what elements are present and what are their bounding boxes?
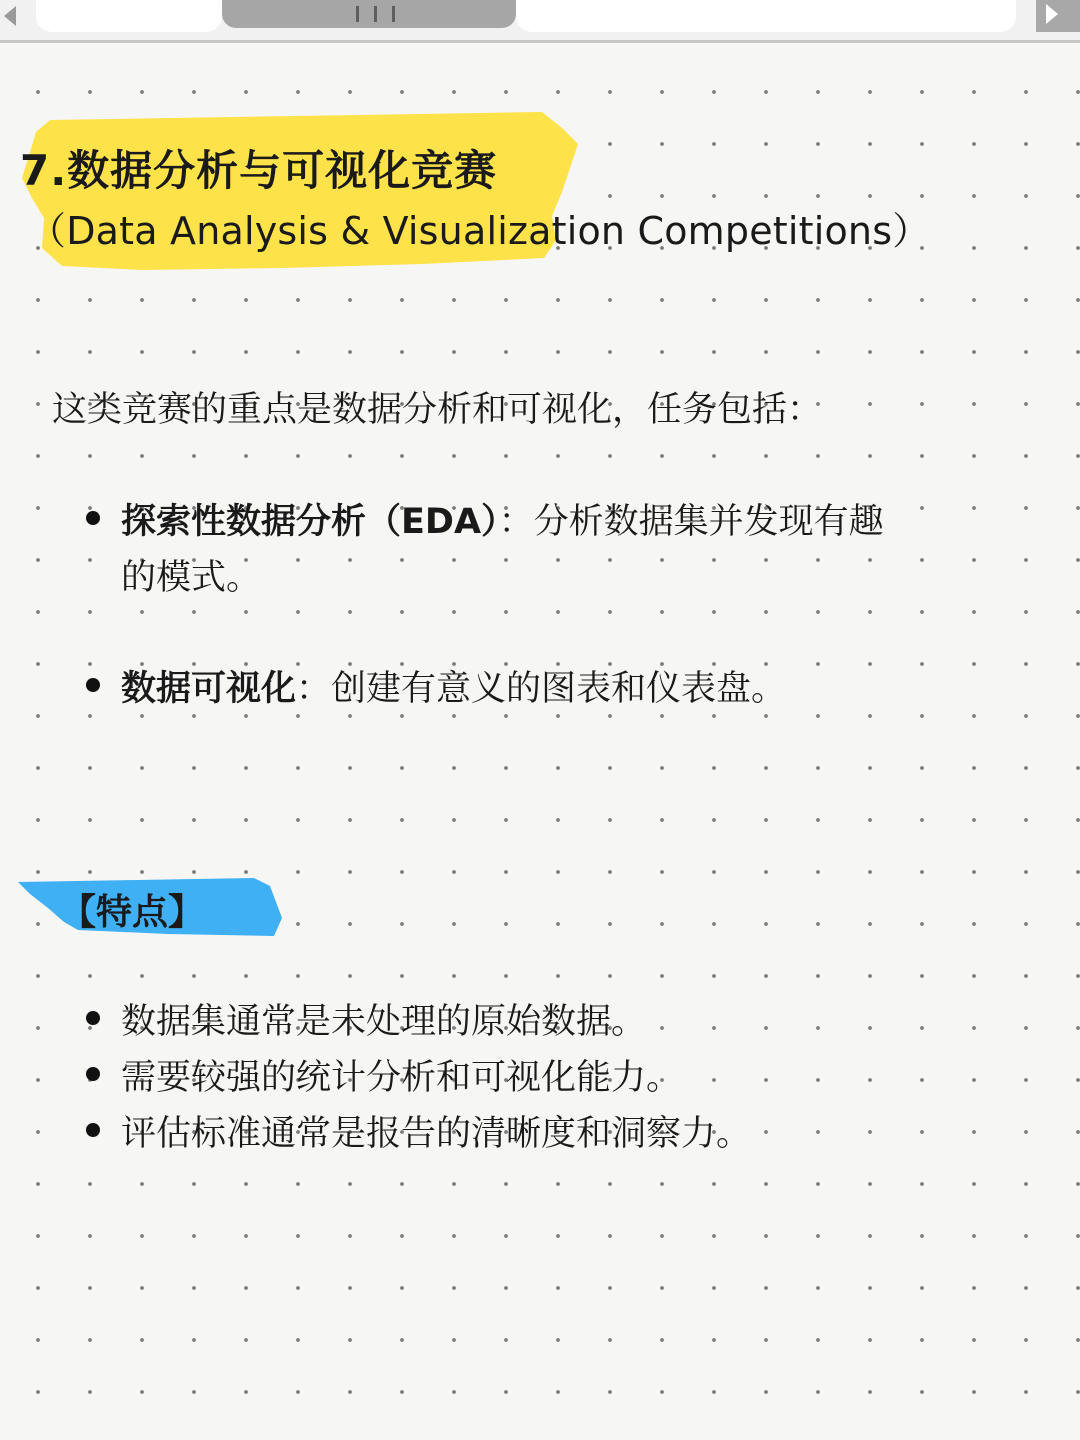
feature-item: 数据集通常是未处理的原始数据。 [121,1002,647,1042]
task-description: 分析数据集并发现有趣 [533,502,884,542]
page-title: 7.数据分析与可视化竞赛 [20,146,498,195]
grip-icon [356,6,400,22]
task-separator: ： [498,502,534,542]
chevron-left-icon[interactable] [4,6,16,26]
bullet-icon [86,1011,100,1025]
feature-item: 评估标准通常是报告的清晰度和洞察力。 [121,1114,752,1154]
task-description-continued: 的模式。 [121,558,262,598]
task-description: 创建有意义的图表和仪表盘。 [331,669,787,709]
bullet-icon [86,1123,100,1137]
scroll-track-left [36,0,222,32]
bullet-icon [86,1067,100,1081]
list-item [121,661,786,711]
bullet-icon [86,511,100,525]
scroll-cap-right [1036,0,1080,32]
list-item [121,494,884,544]
task-term: 探索性数据分析（EDA） [121,502,499,542]
intro-text: 这类竞赛的重点是数据分析和可视化，任务包括： [52,390,823,430]
bullet-icon [86,678,100,692]
scroll-track-right [516,0,1016,32]
task-separator: ： [296,669,332,709]
page-subtitle: （Data Analysis & Visualization Competitions） [28,209,931,253]
chevron-right-icon[interactable] [1046,4,1058,24]
top-scroll-bar[interactable] [0,0,1080,43]
task-term: 数据可视化 [121,669,297,709]
section-tag: 【特点】 [60,892,205,933]
feature-item: 需要较强的统计分析和可视化能力。 [121,1058,682,1098]
